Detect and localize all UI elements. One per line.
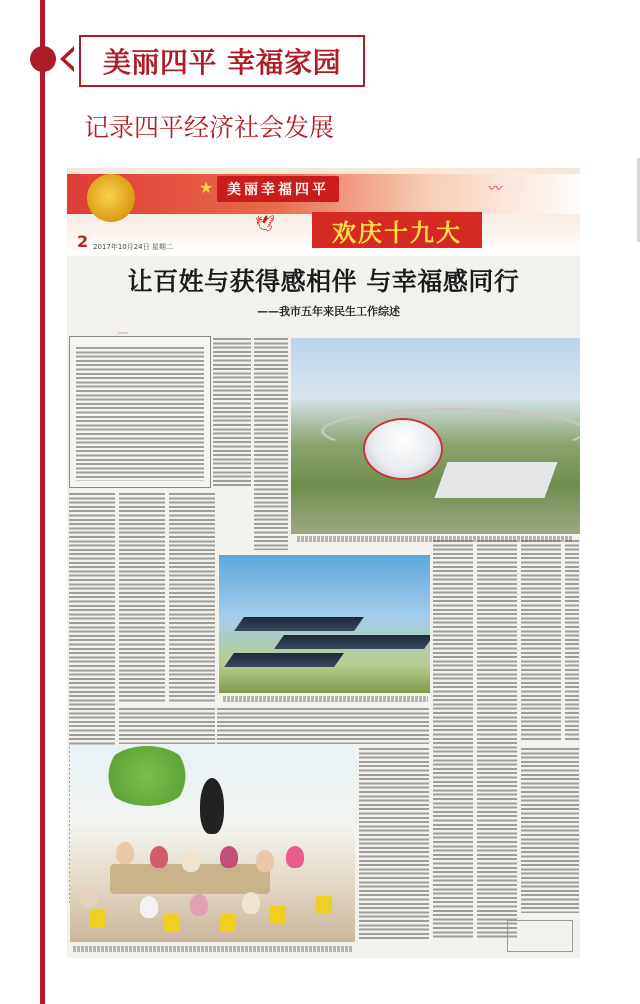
- editor-info-box: [507, 920, 573, 952]
- tree-decoration: [102, 746, 192, 806]
- text-column: [119, 493, 165, 703]
- section-title: 美丽四平 幸福家园: [102, 46, 342, 79]
- solar-panel-row: [224, 653, 344, 667]
- child: [242, 892, 260, 914]
- text-column: [565, 540, 579, 740]
- solar-panel-row: [274, 635, 430, 649]
- chair: [164, 914, 180, 932]
- section-subtitle: 记录四平经济社会发展: [84, 113, 335, 142]
- stadium-aerial-photo: [291, 338, 580, 534]
- child: [220, 846, 238, 868]
- newspaper-logo: 〰: [487, 181, 501, 197]
- photo-caption: [73, 946, 353, 952]
- newspaper-page-image[interactable]: [67, 168, 580, 958]
- child: [116, 842, 134, 864]
- chair: [316, 896, 332, 914]
- child: [190, 894, 208, 916]
- chair: [220, 914, 236, 932]
- chair: [270, 906, 286, 924]
- text-column: [521, 540, 561, 740]
- child: [182, 850, 200, 872]
- text-column: [477, 540, 517, 940]
- building-roof: [434, 462, 557, 498]
- child: [256, 850, 274, 872]
- child: [140, 896, 158, 918]
- headline: 让百姓与获得感相伴 与幸福感同行: [127, 267, 520, 296]
- editor-note-tag: [118, 332, 128, 334]
- left-arrow-icon-inner: [65, 50, 75, 68]
- text-column: [359, 748, 429, 940]
- photo-caption: [223, 696, 428, 702]
- timeline-line: [40, 0, 45, 1004]
- child: [80, 886, 98, 908]
- date-line: 2017年10月24日 星期二: [93, 243, 173, 251]
- solar-panel-row: [234, 617, 364, 631]
- masthead: [67, 168, 580, 256]
- road-ring: [321, 408, 580, 454]
- chair: [90, 910, 106, 928]
- text-column: [521, 748, 579, 913]
- editor-note-box: [69, 336, 211, 488]
- kindergarten-photo: [70, 746, 355, 942]
- circle-bullet-icon: [30, 46, 56, 72]
- masthead-title: 欢庆十九大: [312, 212, 482, 248]
- subheadline: ——我市五年来民生工作综述: [257, 305, 400, 318]
- page-number: 2: [77, 232, 89, 251]
- child: [286, 846, 304, 868]
- text-block: [76, 347, 204, 481]
- teacher: [200, 778, 224, 834]
- stadium-dome: [363, 418, 443, 480]
- solar-panel-photo: [219, 555, 430, 693]
- text-column: [169, 493, 215, 703]
- banner-tag: 美丽幸福四平: [217, 176, 339, 202]
- section-title-box: [79, 35, 365, 87]
- text-column: [213, 338, 251, 488]
- child: [150, 846, 168, 868]
- star-icon: ★: [199, 178, 214, 197]
- party-emblem-icon: [87, 174, 135, 222]
- text-column: [119, 708, 215, 744]
- doves-icon: 🕊: [255, 214, 276, 233]
- text-column: [217, 708, 429, 744]
- text-column: [433, 540, 473, 940]
- text-column: [254, 338, 288, 550]
